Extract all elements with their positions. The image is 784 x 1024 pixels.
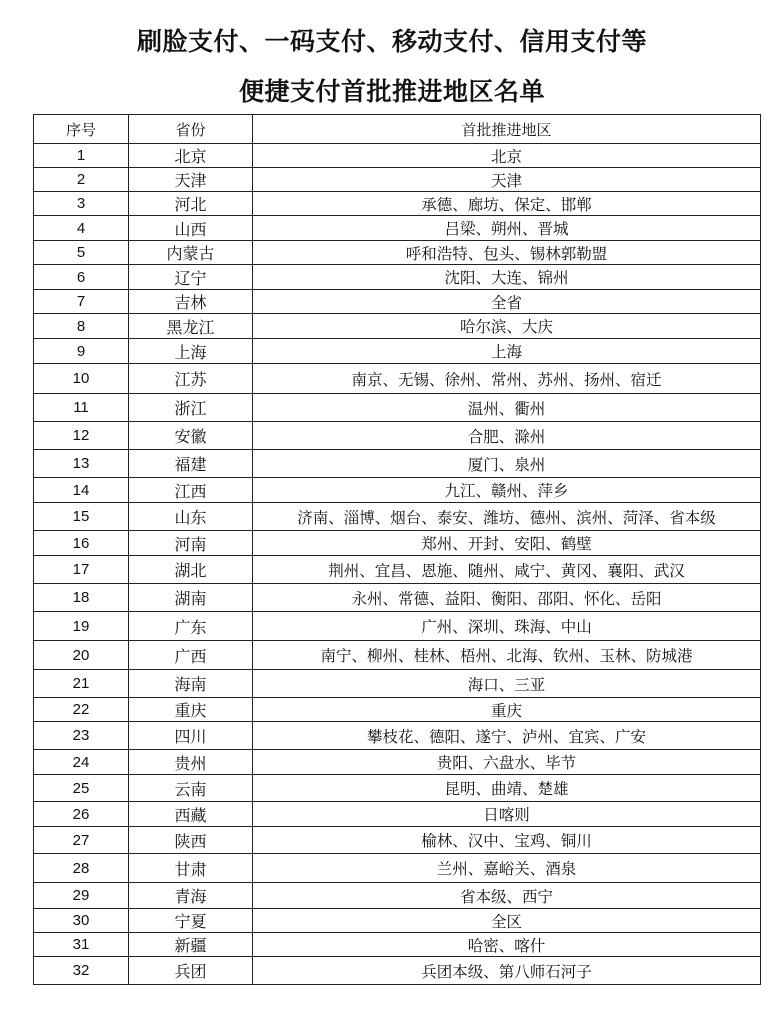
areas-cell: 厦门、泉州 bbox=[253, 450, 761, 478]
table-row bbox=[34, 216, 761, 241]
province-cell: 青海 bbox=[129, 883, 253, 909]
province-cell: 广西 bbox=[129, 641, 253, 670]
areas-cell: 上海 bbox=[253, 339, 761, 364]
province-cell: 湖北 bbox=[129, 556, 253, 584]
document-title-line-2: 便捷支付首批推进地区名单 bbox=[238, 77, 545, 106]
province-cell: 兵团 bbox=[129, 957, 253, 985]
areas-cell: 兰州、嘉峪关、酒泉 bbox=[253, 854, 761, 883]
areas-cell: 哈尔滨、大庆 bbox=[253, 314, 761, 339]
areas-cell: 榆林、汉中、宝鸡、铜川 bbox=[253, 827, 761, 854]
table-row bbox=[34, 909, 761, 933]
document-title-line-1: 刷脸支付、一码支付、移动支付、信用支付等 bbox=[136, 27, 647, 56]
table-row bbox=[34, 957, 761, 985]
table-row bbox=[34, 450, 761, 478]
row-index-cell: 27 bbox=[34, 827, 129, 854]
areas-cell: 天津 bbox=[253, 168, 761, 192]
table-row bbox=[34, 556, 761, 584]
table-row bbox=[34, 802, 761, 827]
province-cell: 浙江 bbox=[129, 394, 253, 422]
areas-cell: 广州、深圳、珠海、中山 bbox=[253, 612, 761, 641]
row-index-cell: 14 bbox=[34, 478, 129, 503]
province-cell: 黑龙江 bbox=[129, 314, 253, 339]
areas-cell: 沈阳、大连、锦州 bbox=[253, 265, 761, 290]
row-index-cell: 5 bbox=[34, 241, 129, 265]
row-index-cell: 7 bbox=[34, 290, 129, 314]
row-index-cell: 15 bbox=[34, 503, 129, 531]
areas-cell: 合肥、滁州 bbox=[253, 422, 761, 450]
row-index-cell: 3 bbox=[34, 192, 129, 216]
table-row bbox=[34, 290, 761, 314]
row-index-cell: 24 bbox=[34, 750, 129, 775]
province-cell: 北京 bbox=[129, 144, 253, 168]
row-index-cell: 4 bbox=[34, 216, 129, 241]
areas-cell: 荆州、宜昌、恩施、随州、咸宁、黄冈、襄阳、武汉 bbox=[253, 556, 761, 584]
row-index-cell: 10 bbox=[34, 364, 129, 394]
table-row bbox=[34, 339, 761, 364]
row-index-cell: 31 bbox=[34, 933, 129, 957]
table-header bbox=[34, 115, 761, 144]
province-cell: 湖南 bbox=[129, 584, 253, 612]
row-index-cell: 1 bbox=[34, 144, 129, 168]
province-cell: 上海 bbox=[129, 339, 253, 364]
row-index-cell: 26 bbox=[34, 802, 129, 827]
row-index-cell: 28 bbox=[34, 854, 129, 883]
province-cell: 河北 bbox=[129, 192, 253, 216]
table-row bbox=[34, 933, 761, 957]
province-cell: 吉林 bbox=[129, 290, 253, 314]
areas-cell: 呼和浩特、包头、锡林郭勒盟 bbox=[253, 241, 761, 265]
province-cell: 云南 bbox=[129, 775, 253, 802]
province-cell: 甘肃 bbox=[129, 854, 253, 883]
areas-cell: 昆明、曲靖、楚雄 bbox=[253, 775, 761, 802]
table-row bbox=[34, 314, 761, 339]
table-header-row bbox=[34, 115, 761, 144]
areas-cell: 吕梁、朔州、晋城 bbox=[253, 216, 761, 241]
table-row bbox=[34, 531, 761, 556]
table-row bbox=[34, 364, 761, 394]
table-row bbox=[34, 775, 761, 802]
row-index-cell: 25 bbox=[34, 775, 129, 802]
areas-cell: 兵团本级、第八师石河子 bbox=[253, 957, 761, 985]
province-cell: 新疆 bbox=[129, 933, 253, 957]
province-cell: 西藏 bbox=[129, 802, 253, 827]
row-index-cell: 11 bbox=[34, 394, 129, 422]
areas-cell: 全省 bbox=[253, 290, 761, 314]
row-index-cell: 13 bbox=[34, 450, 129, 478]
table-row bbox=[34, 503, 761, 531]
areas-cell: 南京、无锡、徐州、常州、苏州、扬州、宿迁 bbox=[253, 364, 761, 394]
row-index-cell: 12 bbox=[34, 422, 129, 450]
areas-cell: 贵阳、六盘水、毕节 bbox=[253, 750, 761, 775]
areas-cell: 全区 bbox=[253, 909, 761, 933]
row-index-cell: 21 bbox=[34, 670, 129, 698]
table-row bbox=[34, 827, 761, 854]
province-cell: 安徽 bbox=[129, 422, 253, 450]
areas-cell: 九江、赣州、萍乡 bbox=[253, 478, 761, 503]
areas-cell: 郑州、开封、安阳、鹤壁 bbox=[253, 531, 761, 556]
row-index-cell: 9 bbox=[34, 339, 129, 364]
row-index-cell: 22 bbox=[34, 698, 129, 722]
province-cell: 山西 bbox=[129, 216, 253, 241]
areas-cell: 攀枝花、德阳、遂宁、泸州、宜宾、广安 bbox=[253, 722, 761, 750]
province-cell: 贵州 bbox=[129, 750, 253, 775]
areas-cell: 日喀则 bbox=[253, 802, 761, 827]
row-index-cell: 6 bbox=[34, 265, 129, 290]
areas-cell: 济南、淄博、烟台、泰安、潍坊、德州、滨州、菏泽、省本级 bbox=[253, 503, 761, 531]
table-row bbox=[34, 641, 761, 670]
row-index-cell: 23 bbox=[34, 722, 129, 750]
province-cell: 重庆 bbox=[129, 698, 253, 722]
table-row bbox=[34, 144, 761, 168]
province-cell: 山东 bbox=[129, 503, 253, 531]
areas-cell: 海口、三亚 bbox=[253, 670, 761, 698]
province-cell: 陕西 bbox=[129, 827, 253, 854]
row-index-cell: 8 bbox=[34, 314, 129, 339]
province-cell: 宁夏 bbox=[129, 909, 253, 933]
row-index-cell: 18 bbox=[34, 584, 129, 612]
region-list-table bbox=[33, 114, 761, 985]
table-row bbox=[34, 883, 761, 909]
column-header-province: 省份 bbox=[129, 115, 253, 144]
areas-cell: 北京 bbox=[253, 144, 761, 168]
table-row bbox=[34, 698, 761, 722]
table-row bbox=[34, 722, 761, 750]
table-row bbox=[34, 584, 761, 612]
province-cell: 福建 bbox=[129, 450, 253, 478]
province-cell: 江西 bbox=[129, 478, 253, 503]
table-body bbox=[34, 144, 761, 985]
table-row bbox=[34, 612, 761, 641]
table-row bbox=[34, 422, 761, 450]
table-row bbox=[34, 265, 761, 290]
areas-cell: 永州、常德、益阳、衡阳、邵阳、怀化、岳阳 bbox=[253, 584, 761, 612]
province-cell: 内蒙古 bbox=[129, 241, 253, 265]
table-row bbox=[34, 394, 761, 422]
row-index-cell: 19 bbox=[34, 612, 129, 641]
province-cell: 河南 bbox=[129, 531, 253, 556]
row-index-cell: 20 bbox=[34, 641, 129, 670]
province-cell: 辽宁 bbox=[129, 265, 253, 290]
areas-cell: 承德、廊坊、保定、邯郸 bbox=[253, 192, 761, 216]
table-row bbox=[34, 750, 761, 775]
areas-cell: 省本级、西宁 bbox=[253, 883, 761, 909]
row-index-cell: 17 bbox=[34, 556, 129, 584]
column-header-index: 序号 bbox=[34, 115, 129, 144]
row-index-cell: 30 bbox=[34, 909, 129, 933]
table-row bbox=[34, 241, 761, 265]
row-index-cell: 32 bbox=[34, 957, 129, 985]
province-cell: 四川 bbox=[129, 722, 253, 750]
row-index-cell: 16 bbox=[34, 531, 129, 556]
table-row bbox=[34, 854, 761, 883]
row-index-cell: 29 bbox=[34, 883, 129, 909]
province-cell: 江苏 bbox=[129, 364, 253, 394]
areas-cell: 重庆 bbox=[253, 698, 761, 722]
column-header-areas: 首批推进地区 bbox=[253, 115, 761, 144]
areas-cell: 哈密、喀什 bbox=[253, 933, 761, 957]
province-cell: 广东 bbox=[129, 612, 253, 641]
areas-cell: 南宁、柳州、桂林、梧州、北海、钦州、玉林、防城港 bbox=[253, 641, 761, 670]
table-row bbox=[34, 670, 761, 698]
table-row bbox=[34, 168, 761, 192]
areas-cell: 温州、衢州 bbox=[253, 394, 761, 422]
table-row bbox=[34, 478, 761, 503]
table-row bbox=[34, 192, 761, 216]
province-cell: 海南 bbox=[129, 670, 253, 698]
province-cell: 天津 bbox=[129, 168, 253, 192]
row-index-cell: 2 bbox=[34, 168, 129, 192]
